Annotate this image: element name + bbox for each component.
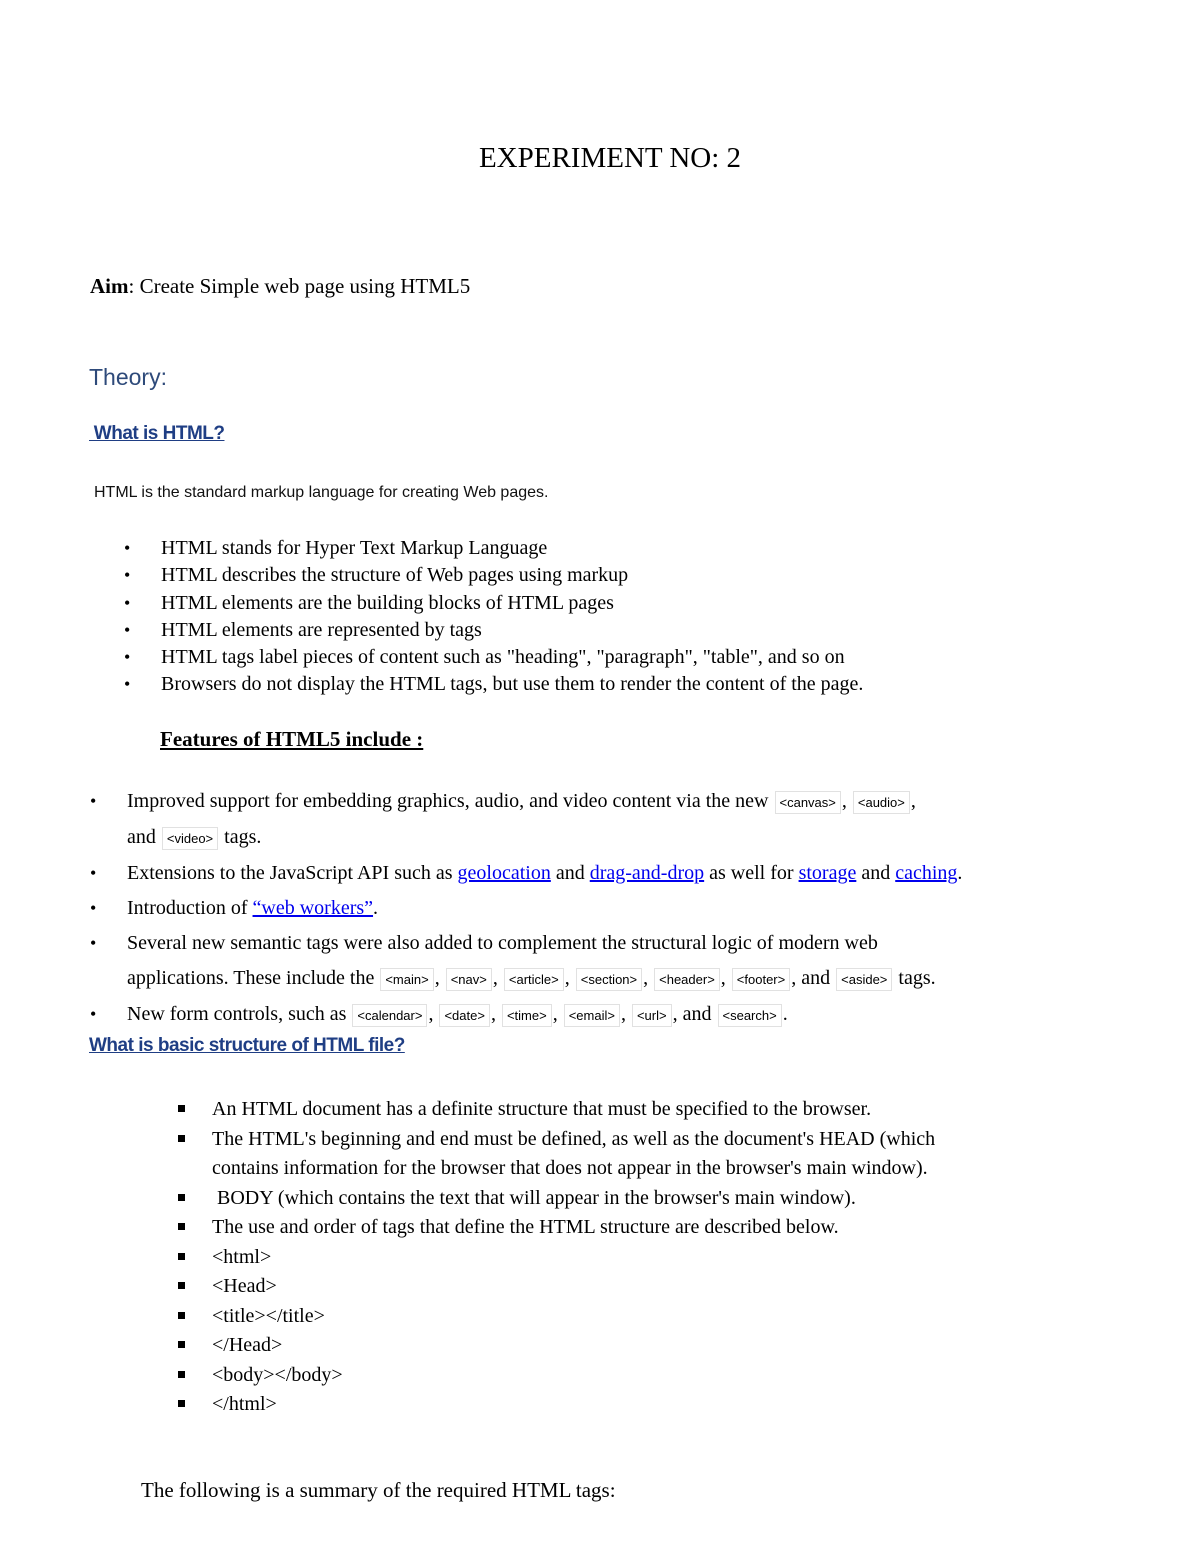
aim-label: Aim bbox=[90, 274, 129, 298]
summary-text: The following is a summary of the required HTML tags: bbox=[141, 1478, 616, 1502]
page-title: EXPERIMENT NO: 2 bbox=[478, 142, 742, 174]
code-tag: <canvas> bbox=[775, 791, 841, 814]
features-list bbox=[90, 784, 962, 1033]
feature-text: . bbox=[373, 897, 379, 919]
code-tag: <email> bbox=[564, 1004, 620, 1027]
list-item-text: The HTML's beginning and end must be defined, as well as the document's HEAD (which bbox=[212, 1127, 936, 1150]
code-tag: <aside> bbox=[836, 968, 892, 991]
list-item: • HTML elements are represented by tags bbox=[124, 617, 863, 644]
list-item: <html> bbox=[175, 1243, 935, 1273]
list-item: </Head> bbox=[175, 1331, 935, 1361]
code-tag: <video> bbox=[162, 827, 218, 850]
basic-structure-heading: What is basic structure of HTML file? bbox=[89, 1035, 405, 1056]
feature-text: Introduction of bbox=[127, 897, 253, 919]
list-item: • HTML describes the structure of Web pages using markup bbox=[124, 562, 863, 589]
list-item: </html> bbox=[175, 1390, 935, 1420]
feature-item-form-controls: • New form controls, such as <calendar> , <date> , <time> , <email> , <url> , and <search> . bbox=[90, 997, 962, 1033]
theory-heading: Theory: bbox=[89, 364, 167, 390]
list-item: <body></body> bbox=[175, 1361, 935, 1391]
list-item: An HTML document has a definite structure that must be specified to the browser. bbox=[175, 1095, 935, 1125]
feature-text: and bbox=[856, 862, 896, 884]
feature-text: , and bbox=[672, 1003, 717, 1025]
feature-text: and bbox=[550, 862, 590, 884]
code-tag: <url> bbox=[632, 1004, 672, 1027]
list-item: • HTML elements are the building blocks of HTML pages bbox=[124, 590, 863, 617]
list-item-text: contains information for the browser that does not appear in the browser's main window). bbox=[212, 1157, 928, 1179]
list-item: • Browsers do not display the HTML tags, but use them to render the content of the page. bbox=[124, 671, 863, 698]
aim-text: : Create Simple web page using HTML5 bbox=[128, 274, 471, 298]
feature-item-media bbox=[90, 784, 962, 856]
what-is-html-heading: What is HTML? bbox=[89, 423, 225, 444]
list-item: BODY (which contains the text that will appear in the browser's main window). bbox=[175, 1184, 935, 1214]
feature-text: tags. bbox=[219, 826, 262, 848]
list-item: <Head> bbox=[175, 1272, 935, 1302]
feature-text: New form controls, such as bbox=[127, 1003, 352, 1025]
code-tag: <section> bbox=[576, 968, 642, 991]
geolocation-link[interactable]: geolocation bbox=[457, 862, 551, 884]
list-item bbox=[175, 1125, 935, 1184]
drag-and-drop-link[interactable]: drag-and-drop bbox=[589, 862, 705, 884]
web-workers-link[interactable]: “web workers” bbox=[252, 897, 374, 919]
feature-text: applications. These include the bbox=[127, 967, 380, 989]
separator: , bbox=[841, 790, 852, 812]
code-tag: <calendar> bbox=[352, 1004, 427, 1027]
feature-text: Improved support for embedding graphics, audio, and video content via the new bbox=[127, 790, 774, 812]
code-tag: <footer> bbox=[732, 968, 790, 991]
code-tag: <nav> bbox=[446, 968, 492, 991]
code-tag: <main> bbox=[380, 968, 433, 991]
code-tag: <article> bbox=[504, 968, 564, 991]
list-item: <title></title> bbox=[175, 1302, 935, 1332]
list-item: The use and order of tags that define the HTML structure are described below. bbox=[175, 1213, 935, 1243]
storage-link[interactable]: storage bbox=[798, 862, 857, 884]
feature-item-web-workers bbox=[90, 891, 962, 926]
structure-list bbox=[175, 1095, 935, 1420]
feature-text: . bbox=[782, 1003, 788, 1025]
html-points-list bbox=[124, 535, 863, 699]
code-tag: <audio> bbox=[853, 791, 910, 814]
features-heading: Features of HTML5 include : bbox=[160, 727, 424, 751]
code-tag: <search> bbox=[718, 1004, 782, 1027]
feature-text: Extensions to the JavaScript API such as bbox=[127, 862, 458, 884]
feature-item-semantic-tags: • Several new semantic tags were also added to complement the structural logic of modern web applications. These include the <main> , <nav> , <article> , <section> , <header> , <footer> , and <aside> tags. bbox=[90, 926, 962, 997]
separator: , bbox=[910, 790, 916, 812]
caching-link[interactable]: caching bbox=[895, 862, 958, 884]
feature-text: and bbox=[127, 826, 161, 848]
aim-line bbox=[90, 272, 470, 300]
feature-text: . bbox=[957, 862, 963, 884]
list-item: • HTML tags label pieces of content such as "heading", "paragraph", "table", and so on bbox=[124, 644, 863, 671]
code-tag: <time> bbox=[502, 1004, 552, 1027]
feature-text: tags. bbox=[893, 967, 936, 989]
feature-item-js-api bbox=[90, 856, 962, 891]
code-tag: <header> bbox=[654, 968, 720, 991]
list-item: • HTML stands for Hyper Text Markup Language bbox=[124, 535, 863, 562]
intro-paragraph: HTML is the standard markup language for creating Web pages. bbox=[94, 484, 549, 501]
code-tag: <date> bbox=[439, 1004, 490, 1027]
feature-text: Several new semantic tags were also added to complement the structural logic of modern web bbox=[127, 932, 878, 954]
feature-text: as well for bbox=[704, 862, 799, 884]
feature-text: , and bbox=[791, 967, 836, 989]
